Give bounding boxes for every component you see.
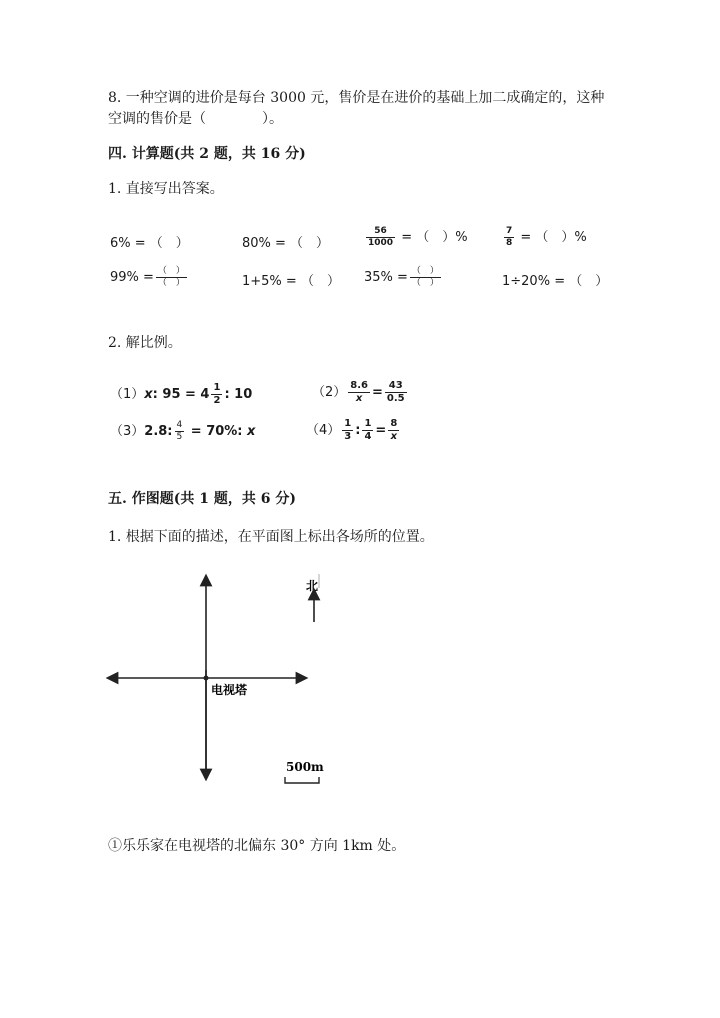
proportion-2: （2） $\frac{8.6}{x}$ = $\frac{43}{0.5}$ [312, 380, 405, 404]
calc-question-1-label: 1. 直接写出答案。 [108, 181, 224, 197]
tv-tower-label: 电视塔 [211, 683, 248, 697]
proportion-4: （4） $\frac{1}{3}$ : $\frac{1}{4}$ = $\frac{8}{x}$ [306, 418, 398, 442]
north-label: 北 [306, 579, 319, 593]
calc-item-4: $\frac{7}{8}$ = （ ）% [506, 226, 587, 248]
fraction: $\frac{43}{0.5}$ [386, 380, 405, 404]
fraction: $\frac{1}{3}$ [344, 418, 352, 442]
calc-item-1: 6% = （ ） [110, 236, 189, 251]
scale-label: 500m [286, 760, 324, 774]
fraction: $\frac{8}{x}$ [390, 418, 398, 442]
calc-item-3: $\frac{56}{1000}$ = （ ）% [368, 226, 468, 248]
fraction: $\frac{7}{8}$ [506, 226, 513, 248]
proportion-1: （1）x: 95 = 4 $\frac{1}{2}$ : 10 [110, 382, 253, 406]
question-8 [108, 88, 604, 130]
tv-tower-point [204, 676, 209, 681]
section-5-title: 五. 作图题(共 1 题，共 6 分) [108, 491, 296, 507]
calc-item-2: 80% = （ ） [242, 236, 330, 251]
question-8-line1: 8. 一种空调的进价是每台 3000 元，售价是在进价的基础上加二成确定的，这种 [108, 90, 605, 106]
scale-bar [285, 777, 319, 783]
location-note-1: ①乐乐家在电视塔的北偏东 30° 方向 1km 处。 [108, 838, 406, 854]
calc-item-6: 1+5% = （ ） [242, 274, 340, 289]
drawing-question-1-label: 1. 根据下面的描述，在平面图上标出各场所的位置。 [108, 529, 434, 545]
map-diagram [100, 570, 360, 800]
question-8-line2: 空调的售价是（ ）。 [108, 111, 283, 127]
calc-question-2-label: 2. 解比例。 [108, 335, 182, 351]
section-4-title: 四. 计算题(共 2 题，共 16 分) [108, 146, 306, 162]
fraction: $\frac{8.6}{x}$ [350, 380, 368, 404]
calc-item-7: 35% = $\frac{( )}{( )}$ [364, 266, 439, 288]
fraction: $\frac{1}{2}$ [213, 382, 221, 406]
calc-item-5: 99% = $\frac{( )}{( )}$ [110, 266, 185, 288]
fraction: $\frac{( )}{( )}$ [157, 266, 185, 288]
calc-item-8: 1÷20% = （ ） [502, 274, 609, 289]
fraction: $\frac{1}{4}$ [364, 418, 372, 442]
fraction: $\frac{4}{5}$ [176, 420, 183, 442]
fraction: $\frac{( )}{( )}$ [411, 266, 439, 288]
fraction: $\frac{56}{1000}$ [368, 226, 394, 248]
proportion-3: （3）2.8: $\frac{4}{5}$ = 70%: x [110, 420, 256, 442]
